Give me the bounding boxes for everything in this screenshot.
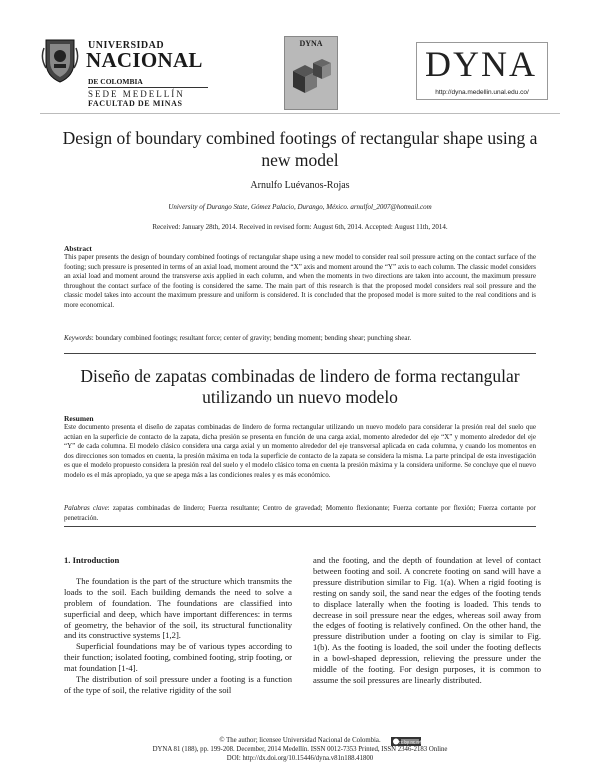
abstract-text: This paper presents the design of boundary combined footings of rectangular shape using a new model to consider real soil pressure acting on the contact surface of the footing; such pressure is presented in terms of an axial load, moment around the “X” axis and moment around the “Y” axis to each column. The classic model considers an axial load and moment around the transverse axis applied in each column, and when the moments in two directions are taken into account, the maximum pressure throughout the contact surface of the footing is considered the same. The main part of this research is that the proposed model considers real soil pressure and the classic model takes into account the maximum pressure and uniform is considered. It is concluded that the proposed model is more suited to the real conditions and is more economical. [64,253,536,309]
university-divider [88,87,208,88]
cc-icon-label: cc by nc nd [398,739,421,745]
cover-cubes-illustration [289,51,333,101]
citation-line: DYNA 81 (188), pp. 199-208. December, 2014 Medellín. ISSN 0012-7353 Printed, ISSN 2346-2183 Online [152,746,448,753]
keywords-list: : boundary combined footings; resultant force; center of gravity; bending moment; bending shear; punching shear. [91,334,412,342]
resumen-heading: Resumen [64,414,94,423]
left-column [64,555,292,696]
keywords-label: Keywords [64,334,92,342]
journal-logo: DYNA [425,44,537,84]
creative-commons-icon [391,737,421,746]
header-divider [40,113,560,114]
author-affiliation: University of Durango State, Gómez Palacio, Durango, México. arnulfol_2007@hotmail.com [168,203,432,211]
abstract-heading: Abstract [64,244,92,253]
university-faculty: FACULTAD DE MINAS [88,99,183,108]
section-divider [64,353,536,354]
section-divider [64,526,536,527]
spanish-title: Diseño de zapatas combinadas de lindero de forma rectangular utilizando un nuevo modelo [80,366,520,407]
intro-paragraph: The foundation is the part of the structure which transmits the loads to the soil. Each building demands the need to solve a problem of foundation. The foundations are classified into superficial and deep, which have important differences: in terms of geometry, the behavior of the soil, its structural functionality and its constructive systems [1,2]. [64,575,292,641]
intro-paragraph: and the footing, and the depth of foundation at level of contact between footing and soil. A concrete footing on sand will have a pressure distribution similar to Fig. 1(a). When a rigid footing is resting on sandy soil, the sand near the edges of the footing tends to displace laterally when the footing is loaded. This tends to decrease in soil pressure near the edges, whereas soil away from the edges of footing is relatively confined. On the other hand, the pressure distribution under a footing on clay is similar to Fig. 1(b). As the footing is loaded, the soil under the footing deflects in a bowl-shaped depression, relieving the pressure under the middle of the footing. For design purposes, it is common to assume the soil pressures are linearly distributed. [313,555,541,685]
palabras-clave [64,504,536,523]
palabras-label: Palabras clave [64,504,108,512]
university-name-top: UNIVERSIDAD [88,40,165,51]
right-column [313,555,541,686]
article-dates: Received: January 28th, 2014. Received in revised form: August 6th, 2014. Accepted: August 11th, 2014. [152,223,448,231]
article-title: Design of boundary combined footings of rectangular shape using a new model [62,128,538,170]
university-sede: SEDE MEDELLÍN [88,89,185,99]
university-seal-logo [40,34,80,84]
journal-cover-image [284,36,338,110]
intro-heading: 1. Introduction [64,555,120,565]
resumen-text: Este documento presenta el diseño de zapatas combinadas de lindero de forma rectangular utilizando un nuevo modelo para considerar la presión real del suelo que actúan en la superficie de contacto de la zapata, dicha presión se presenta en función de una carga axial, momento alrededor del eje “X” y momento alrededor del eje “Y” de cada columna. El modelo clásico considera una carga axial y un momento alrededor del eje transversal aplicada en cada columna, y cuando los momentos en dos direcciones son tomados en cuenta, la presión máxima en toda la superficie de contacto de la zapata se considera la misma. La parte principal de esta investigación es que el modelo propuesto considera la presión real del suelo y el modelo clásico toma en cuenta la presión máxima y la considera uniforme. Se concluye que el nuevo modelo es el más apropiado, ya que se apega más a las condiciones reales y es más económico. [64,423,536,479]
doi-link[interactable]: DOI: http://dx.doi.org/10.15446/dyna.v81n188.41800 [226,755,374,762]
article-author: Arnulfo Luévanos-Rojas [250,180,350,191]
university-country: DE COLOMBIA [88,77,143,86]
intro-paragraph: Superficial foundations may be of various types according to their function; isolated footing, combined footing, strip footing, or mat foundation [1-4]. [64,641,292,674]
abstract-keywords [64,334,536,344]
cover-title: DYNA [299,39,323,48]
intro-paragraph: The distribution of soil pressure under a footing is a function of the type of soil, the relative rigidity of the soil [64,674,292,695]
university-name-main: NACIONAL [86,48,203,72]
license-line: © The author; licensee Universidad Nacional de Colombia. [219,737,381,744]
journal-url-link[interactable]: http://dyna.medellin.unal.edu.co/ [435,89,529,96]
palabras-list: : zapatas combinadas de lindero; Fuerza resultante; Centro de gravedad; Momento flexionante; Fuerza cortante por flexión; Fuerza cortante por penetración. [64,504,536,522]
